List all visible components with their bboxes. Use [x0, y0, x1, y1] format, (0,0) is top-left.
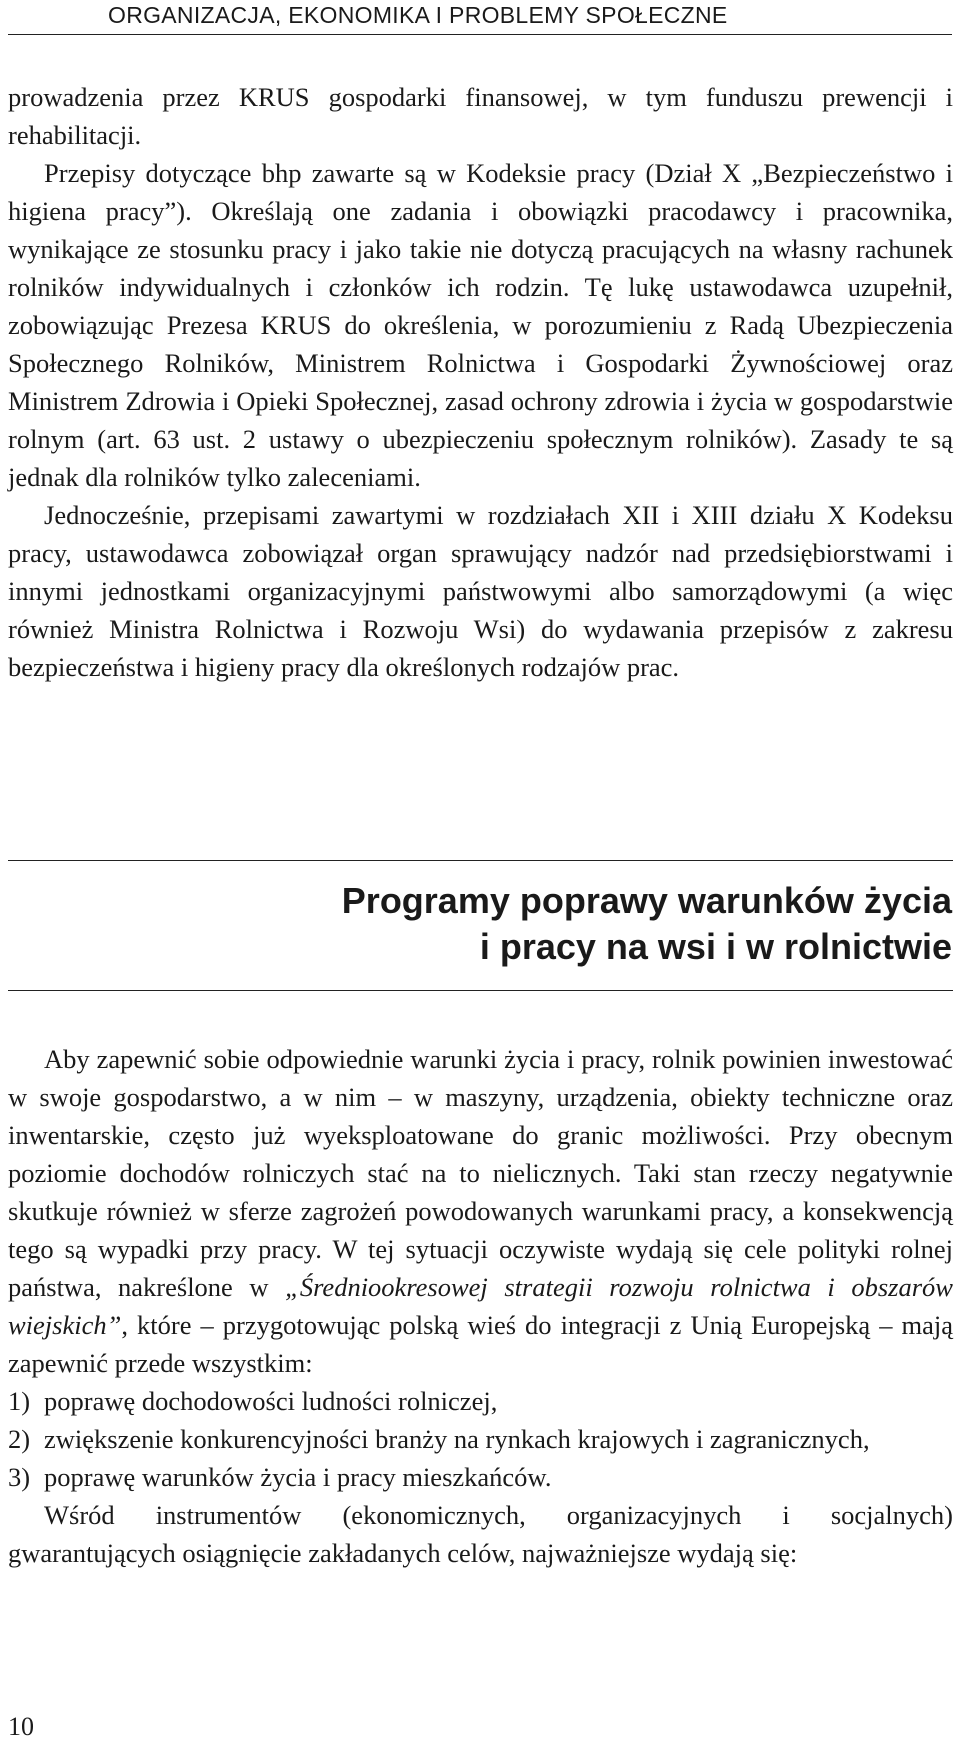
paragraph: Przepisy dotyczące bhp zawarte są w Kodeksie pracy (Dział X „Bezpieczeństwo i higiena pracy”). Określają one zadania i obowiązki pracodawcy i pracownika, wynikające ze stosunku pracy i jako takie nie dotyczą pracujących na własny rachunek rolników indywidualnych i członków ich rodzin. Tę lukę ustawodawca uzupełnił, zobowiązując Prezesa KRUS do określenia, w porozumieniu z Radą Ubezpieczenia Społecznego Rolników, Ministrem Rolnictwa i Gospodarki Żywnościowej oraz Ministrem Zdrowia i Opieki Społecznej, zasad ochrony zdrowia i życia w gospodarstwie rolnym (art. 63 ust. 2 ustawy o ubezpieczeniu społecznym rolników). Zasady te są jednak dla rolników tylko zaleceniami.	[8, 158, 953, 492]
list-item-text: poprawę warunków życia i pracy mieszkańców.	[44, 1462, 552, 1492]
list-item-number: 3)	[8, 1462, 31, 1492]
list-item	[8, 1420, 953, 1458]
section-heading	[342, 878, 952, 970]
section-heading-line-2: i pracy na wsi i w rolnictwie	[479, 926, 952, 967]
section-heading-line-1: Programy poprawy warunków życia	[341, 880, 952, 921]
body-text-bottom	[8, 1040, 953, 1572]
paragraph	[8, 1040, 953, 1382]
body-text-top	[8, 78, 953, 686]
paragraph: Jednocześnie, przepisami zawartymi w rozdziałach XII i XIII działu X Kodeksu pracy, ustawodawca zobowiązał organ sprawujący nadzór nad przedsiębiorstwami i innymi jednostkami organizacyjnymi państwowymi albo samorządowymi (a więc również Ministra Rolnictwa i Rozwoju Wsi) do wydawania przepisów z zakresu bezpieczeństwa i higieny pracy dla określonych rodzajów prac.	[8, 500, 953, 682]
list-item-number: 1)	[8, 1386, 31, 1416]
paragraph: Wśród instrumentów (ekonomicznych, organizacyjnych i socjalnych) gwarantujących osiągnięcie zakładanych celów, najważniejsze wydają się:	[8, 1500, 953, 1568]
list-item-number: 2)	[8, 1424, 31, 1454]
list-item-text: poprawę dochodowości ludności rolniczej,	[44, 1386, 498, 1416]
intro-text: Aby zapewnić sobie odpowiednie warunki życia i pracy, rolnik powinien inwestować w swoje gospodarstwo, a w nim – w maszyny, urządzenia, obiekty techniczne oraz inwentarskie, często już wyeksploatowane do granic możliwości. Przy obecnym poziomie dochodów rolniczych stać na to nielicznych. Taki stan rzeczy negatywnie skutkuje również w sferze zagrożeń powodowanych warunkami pracy, a konsekwencją tego są wypadki przy pracy. W tej sytuacji oczywiste wydają się cele polityki rolnej państwa, nakreślone w	[8, 1044, 953, 1302]
list-item-text: zwiększenie konkurencyjności branży na rynkach krajowych i zagranicznych,	[44, 1424, 870, 1454]
quoted-title: „Średniookresowej strategii rozwoju rolnictwa i obszarów wiejskich”	[8, 1272, 953, 1340]
paragraph: prowadzenia przez KRUS gospodarki finansowej, w tym funduszu prewencji i rehabilitacji.	[8, 82, 953, 150]
intro-text-continued: , które – przygotowując polską wieś do integracji z Unią Europejską – mają zapewnić przede wszystkim:	[8, 1310, 953, 1378]
running-header	[8, 0, 952, 35]
section-rule-top	[8, 860, 953, 861]
list-item	[8, 1458, 953, 1496]
running-header-title: ORGANIZACJA, EKONOMIKA I PROBLEMY SPOŁECZNE	[108, 2, 728, 28]
page-number: 10	[8, 1712, 34, 1741]
section-rule-bottom	[8, 990, 953, 991]
goals-list	[8, 1382, 953, 1496]
list-item	[8, 1382, 953, 1420]
